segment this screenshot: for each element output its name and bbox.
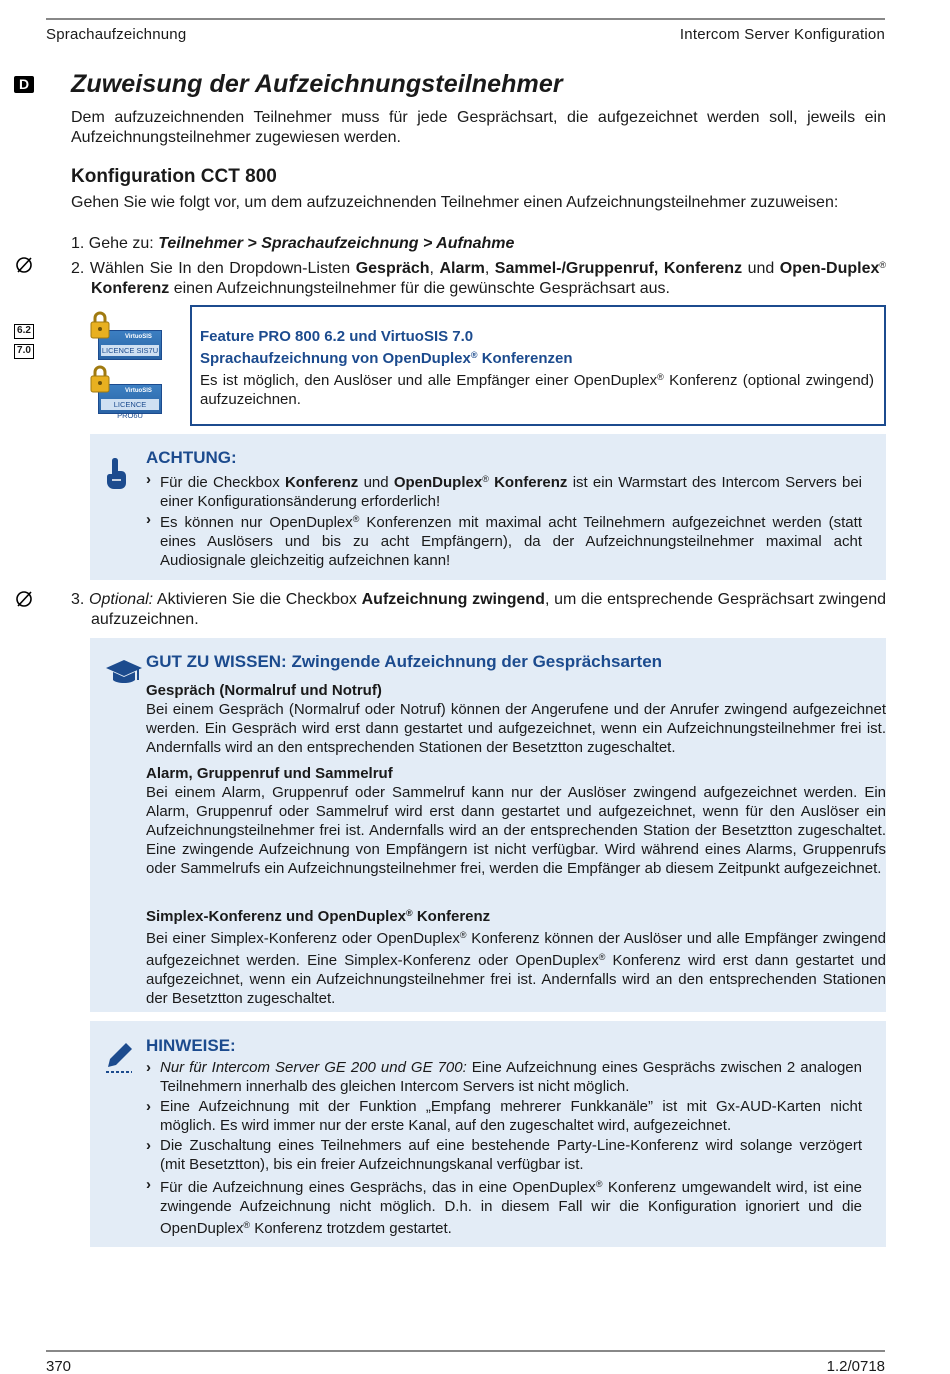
license-pro6u: VirtuoSIS LICENCE PRO6U — [90, 364, 162, 416]
raised-finger-icon — [104, 456, 130, 490]
version-badge-6-2: 6.2 — [14, 324, 34, 339]
feature-title: Feature PRO 800 6.2 und VirtuoSIS 7.0 — [200, 328, 474, 345]
step-2: 2. Wählen Sie In den Dropdown-Listen Gespräch, Alarm, Sammel-/Gruppenruf, Konferenz und Open-Duplex® Konferenz einen Aufzeichnungsteilnehmer für die gewünschte Gesprächsart aus. — [71, 260, 886, 297]
feature-box — [190, 305, 886, 426]
info-heading: GUT ZU WISSEN: Zwingende Aufzeichnung der Gesprächsarten — [146, 652, 663, 671]
feature-text: Es ist möglich, den Auslöser und alle Empfänger einer OpenDuplex® Konferenz (optional zwingend) aufzuzeichnen. — [200, 372, 875, 408]
steps-intro: Gehen Sie wie folgt vor, um dem aufzuzeichnenden Teilnehmer einen Aufzeichnungsteilnehmer zuzuweisen: — [71, 194, 839, 211]
hint-item: › Für die Aufzeichnung eines Gesprächs, das in eine OpenDuplex® Konferenz umgewandelt wird, ist eine zwingende Aufzeichnung nicht möglich. D.h. in diesem Fall wir die Konfiguration ignoriert und die OpenDuplex® Konferenz trotzdem gestartet. — [146, 1176, 863, 1237]
language-badge: D — [14, 76, 34, 93]
feature-subtitle: Sprachaufzeichnung von OpenDuplex® Konferenzen — [200, 350, 573, 367]
hand-action-icon — [14, 255, 34, 275]
menu-path: Teilnehmer > Sprachaufzeichnung > Aufnahme — [158, 235, 515, 252]
step-3: 3. Optional: Aktivieren Sie die Checkbox Aufzeichnung zwingend, um die entsprechende Gesprächsart zwingend aufzuzeichnen. — [71, 591, 887, 628]
info-section: Alarm, Gruppenruf und Sammelruf Bei einem Alarm, Gruppenruf oder Sammelruf kann nur der Auslöser zwingend aufgezeichnet werden. Ein Alarm, Gruppenruf oder Sammelruf wird erst dann gestartet und aufgezeichnet, wenn für den Auslöser ein Aufzeichnungsteilnehmer frei ist. Andernfalls wird an der entsprechenden Station der Besetztton zugeschaltet. Eine zwingende Aufzeichnung von Empfängern ist nicht verfügbar. Wird während eines Alarms, Gruppenrufs oder Sammelrufs ein Aufzeichnungsteilnehmer frei, werden die Empfänger ab diesem Zeitpunkt aufgezeichnet. — [146, 765, 886, 877]
warning-item: › Es können nur OpenDuplex® Konferenzen mit maximal acht Teilnehmern aufgezeichnet werden (statt eines Auslösers und bis zu acht Empfängern), da der Aufzeichnungsteilnehmer maximal acht Audiosignale gleichzeitig aufzeichnen kann! — [146, 511, 862, 569]
hand-action-icon — [14, 589, 34, 609]
hint-item: › Die Zuschaltung eines Teilnehmers auf eine bestehende Party-Line-Konferenz wird solange verzögert (mit Besetztton), bis ein freier Aufzeichnungskanal verfügbar ist. — [146, 1137, 862, 1173]
hint-item: › Nur für Intercom Server GE 200 und GE 700: Eine Aufzeichnung eines Gesprächs zwischen 2 analogen Teilnehmern innerhalb des gleichen Intercom Servers ist nicht möglich. — [146, 1059, 862, 1095]
page-header — [46, 18, 885, 43]
info-section: Gespräch (Normalruf und Notruf) Bei einem Gespräch (Normalruf oder Notruf) können der Angerufene und der Anrufer zwingend aufgezeichnet werden. Ein Gespräch wird erst dann gestartet und aufgezeichnet, wenn ein Aufzeichnungsteilnehmer frei ist. Andernfalls wird an den entsprechenden Stationen der Besetztton zugeschaltet. — [146, 682, 886, 756]
warning-box — [90, 434, 886, 580]
page-number: 370 — [46, 1358, 72, 1374]
warning-item: › Für die Checkbox Konferenz und OpenDuplex® Konferenz ist ein Warmstart des Intercom Servers bei einer Konfigurationsänderung erforderlich! — [146, 471, 863, 510]
page-footer — [46, 1350, 885, 1374]
info-box — [90, 638, 886, 1012]
hint-item: › Eine Aufzeichnung mit der Funktion „Empfang mehrerer Funkkanäle” ist mit Gx-AUD-Karten nicht möglich. Es wird immer nur der erste Kanal, auf den zugeschaltet wird, aufgezeichnet. — [146, 1098, 862, 1134]
version-badge-7-0: 7.0 — [14, 344, 34, 359]
pencil-icon — [104, 1041, 136, 1075]
hints-box — [90, 1021, 886, 1247]
license-sis7u: VirtuoSIS LICENCE SIS7U — [90, 310, 162, 362]
step-1: 1. Gehe zu: Teilnehmer > Sprachaufzeichnung > Aufnahme — [71, 235, 515, 252]
graduation-cap-icon — [104, 658, 144, 688]
header-chapter: Intercom Server Konfiguration — [679, 26, 885, 43]
warning-heading: ACHTUNG: — [146, 448, 237, 467]
intro-text: Dem aufzuzeichnenden Teilnehmer muss für jede Gesprächsart, die aufgezeichnet werden soll, jeweils ein Aufzeichnungsteilnehmer zugewiesen werden. — [71, 109, 886, 146]
padlock-icon — [90, 364, 110, 394]
header-section: Sprachaufzeichnung — [46, 26, 187, 43]
padlock-icon — [90, 310, 110, 340]
hints-heading: HINWEISE: — [146, 1036, 236, 1055]
section-subtitle: Konfiguration CCT 800 — [71, 166, 277, 187]
doc-version: 1.2/0718 — [826, 1358, 885, 1374]
info-section: Simplex-Konferenz und OpenDuplex® Konferenz Bei einer Simplex-Konferenz oder OpenDuplex® Konferenz können der Auslöser und alle Empfänger zwingend aufgezeichnet werden. Eine Simplex-Konferenz oder OpenDuplex® Konferenz wird erst dann gestartet und aufgezeichnet, wenn ein Aufzeichnungsteilnehmer frei ist. Andernfalls wird an den entsprechenden Stationen der Besetztton zugeschaltet. — [146, 908, 886, 1007]
page-title: Zuweisung der Aufzeichnungsteilnehmer — [71, 70, 563, 98]
